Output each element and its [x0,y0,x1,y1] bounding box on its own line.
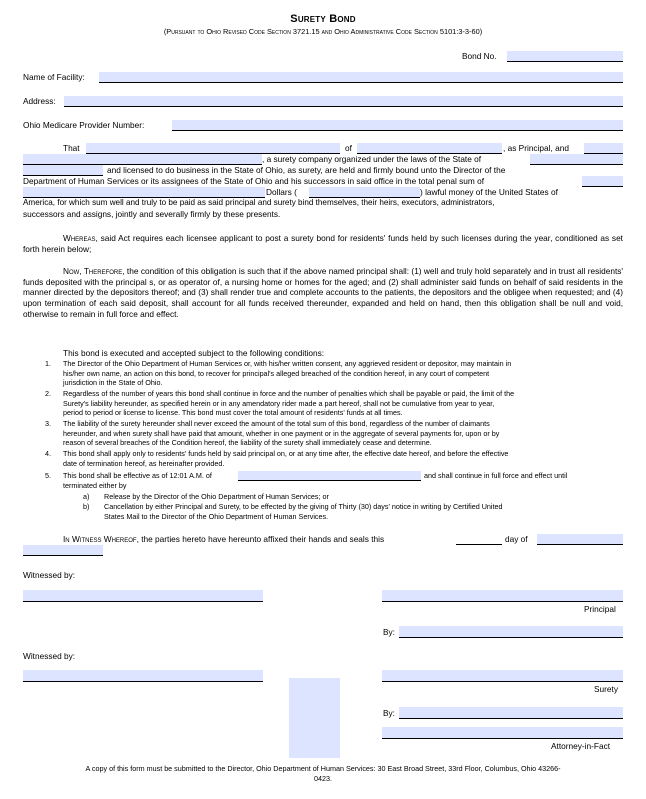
surety-state-field-1[interactable] [530,154,623,165]
condition-5-text-a: This bond shall be effective as of 12:01 A.M. of [63,471,212,480]
condition-line: date of termination hereof, as hereinafter provided. [63,458,225,468]
body-of: of [345,143,352,153]
document-subtitle: (Pursuant to Ohio Revised Code Section 3721.15 and Ohio Administrative Code Section 5101:3-3-60) [163,27,483,36]
provider-number-label: Ohio Medicare Provider Number: [23,120,145,130]
condition-5-text-b: and shall continue in full force and effect until [424,471,568,480]
condition-line: The liability of the surety hereunder shall never exceed the amount of the total sum of this bond, regardless of the number of claimants [63,419,490,428]
body-successors: successors and assigns, jointly and severally firmly by these presents. [23,209,281,219]
principal-by-field[interactable] [399,626,623,638]
penal-sum-numeric-field[interactable] [309,187,420,198]
condition-number: 2. [45,389,51,398]
by-label-1: By: [383,627,395,637]
seal-box[interactable] [289,678,340,758]
witness-2-field[interactable] [23,670,263,682]
surety-state-field-2[interactable] [23,165,103,176]
condition-line: reason of several breaches of the Condition hereof, the liability of the surety shall immediately cease and determine. [63,438,432,447]
condition-line: Regardless of the number of years this bond shall continue in force and the number of penalties which shall be payable or paid, the limit of the [63,389,515,398]
attorney-label: Attorney-in-Fact [551,741,611,751]
address-field[interactable] [64,96,623,107]
conditions-intro: This bond is executed and accepted subject to the following conditions: [63,348,325,358]
now-therefore-paragraph: Now, Therefore, the condition of this obligation is such that if the above named principal shall: (1) well and truly hold separately and in trust all residents' funds deposited with the principal s, or as operator of, a nursing home or homes for the aged; and (2) shall administer said funds on behalf of said residents in the manner directed by the depositors thereof; and (3) shall render true and complete accounts to the patients, the depositors and the obligee when requested; and (4) upon termination of each said deposit, shall account for all funds received thereunder, expanded and held on hand, then this obligation shall be null and void, otherwise to remain in full force and effect. [23,266,623,319]
effective-date-field[interactable] [238,471,421,481]
condition-line: hereunder, and when surety shall have paid that amount, whether in one payment or in the aggregate of several payments for, upon or by [63,428,500,438]
principal-location-field[interactable] [357,143,502,154]
attorney-signature-field[interactable] [382,727,623,739]
surety-name-field-1[interactable] [584,143,623,154]
principal-label: Principal [584,604,616,614]
witnessed-by-label-1: Witnessed by: [23,570,76,580]
condition-number: 1. [45,359,51,368]
penal-sum-field-2[interactable] [23,187,265,198]
body-america: America, for which sum well and truly to be paid as said principal and surety bind themselves, their heirs, executors, administrators, [23,198,495,207]
body-that: That [63,143,80,153]
principal-signature-field[interactable] [382,590,623,602]
body-lawful-money: ) lawful money of the United States of [420,187,558,197]
month-field[interactable] [537,534,623,545]
facility-name-field[interactable] [99,72,623,83]
facility-name-label: Name of Facility: [23,72,85,82]
body-surety-company: , a surety company organized under the laws of the State of [262,154,482,164]
footer-line-2: 0423. [314,774,332,783]
by-label-2: By: [383,708,395,718]
condition-number: 4. [45,449,51,458]
bond-no-field[interactable] [507,51,623,62]
body-department: Department of Human Services or its assignees of the State of Ohio and his successors in said office in the total penal sum of [23,176,485,186]
condition-number: 5. [45,471,51,480]
condition-line: Surety's liability hereunder, as specified herein or in any amendatory rider made a part hereof, shall not be cumulative from year to year, [63,398,495,408]
witness-whereof-text: In Witness Whereof, the parties hereto have hereunto affixed their hands and seals this [63,534,385,544]
sub-a-text: Release by the Director of the Ohio Department of Human Services; or [104,492,329,501]
day-line[interactable] [456,544,502,545]
sub-b-label: b) [83,502,90,511]
body-dollars: Dollars ( [266,187,297,197]
bond-no-label: Bond No. [462,51,497,61]
condition-line: his/her own name, an action on this bond, to recover for principal's alleged breached of the condition hereof, in any court of competent [63,368,490,378]
year-field[interactable] [23,545,103,556]
sub-b-text-2: States Mail to the Director of the Ohio Department of Human Services. [104,512,329,521]
surety-label: Surety [594,684,618,694]
condition-5-text-c: terminated either by [63,481,127,490]
witness-1-field[interactable] [23,590,263,602]
address-label: Address: [23,96,56,106]
witnessed-by-label-2: Witnessed by: [23,651,76,661]
penal-sum-field-1[interactable] [582,176,623,187]
footer-line-1: A copy of this form must be submitted to the Director, Ohio Department of Human Services: 30 East Broad Street, 33rd Floor, Columbus, Ohio 43266- [85,764,561,773]
body-licensed: and licensed to do business in the State of Ohio, as surety, are held and firmly bound unto the Director of the [107,165,506,175]
condition-line: This bond shall apply only to residents' funds held by said principal on, or at any time after, the effective date hereof, and before the effective [63,449,509,458]
principal-name-field[interactable] [86,143,340,154]
provider-number-field[interactable] [172,120,623,131]
surety-by-field[interactable] [399,707,623,719]
document-title: Surety Bond [290,13,356,25]
day-of-label: day of [505,534,528,544]
body-as-principal: , as Principal, and [503,143,569,153]
sub-b-text-1: Cancellation by either Principal and Surety, to be effected by the giving of Thirty (30) days' notice in writing by Certified United [104,502,503,511]
condition-line: period to period or license to license. This bond must cover the total amount of residents' funds at all times. [63,408,403,417]
condition-line: The Director of the Ohio Department of Human Services or, with his/her written consent, any aggrieved resident or depositor, may maintain in [63,359,512,368]
sub-a-label: a) [83,492,90,501]
surety-signature-field[interactable] [382,670,623,682]
condition-line: jurisdiction in the State of Ohio. [63,378,163,387]
surety-name-field-2[interactable] [23,154,262,165]
whereas-paragraph: Whereas, said Act requires each licensee applicant to post a surety bond for residents' funds held by such licenses during the year, conditioned as set forth herein below; [23,233,623,254]
condition-number: 3. [45,419,51,428]
